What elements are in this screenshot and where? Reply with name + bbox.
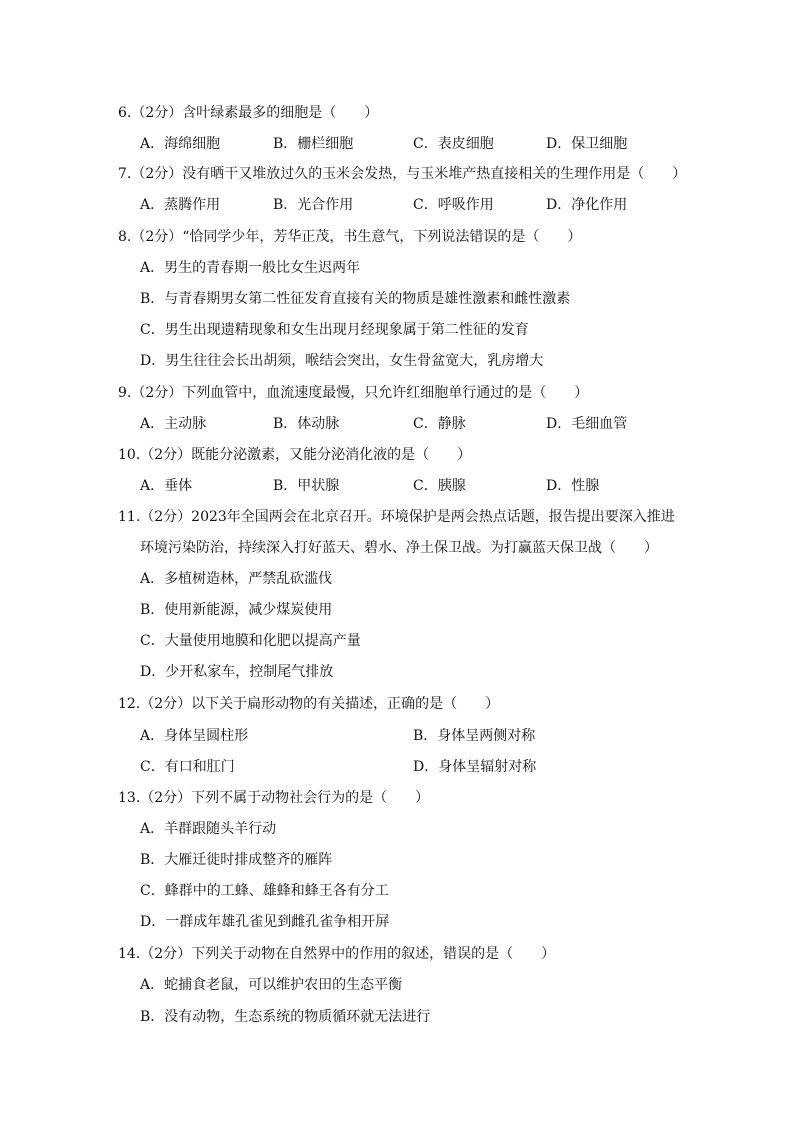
option-c[interactable]: C．胰腺 [413, 478, 466, 494]
option-c[interactable]: C．静脉 [413, 416, 466, 432]
option-d[interactable]: D．身体呈辐射对称 [413, 759, 537, 775]
option-a[interactable]: A．垂体 [140, 478, 193, 494]
option-a[interactable]: A．身体呈圆柱形 [140, 728, 249, 744]
question-11-stem-continued: 环境污染防治，持续深入打好蓝天、碧水、净土保卫战。为打赢蓝天保卫战（ ） [140, 540, 658, 556]
question-13-stem: 13.（2分）下列不属于动物社会行为的是（ ） [118, 790, 430, 806]
question-14-stem: 14.（2分）下列关于动物在自然界中的作用的叙述，错误的是（ ） [118, 946, 556, 962]
question-14-option-b[interactable]: B．没有动物，生态系统的物质循环就无法进行 [140, 1009, 431, 1025]
question-8-option-b[interactable]: B．与青春期男女第二性征发育直接有关的物质是雄性激素和雌性激素 [140, 291, 571, 307]
question-13-option-b[interactable]: B．大雁迁徙时排成整齐的雁阵 [140, 852, 333, 868]
question-13-option-a[interactable]: A．羊群跟随头羊行动 [140, 821, 277, 837]
question-11-option-a[interactable]: A．多植树造林，严禁乱砍滥伐 [140, 571, 333, 587]
question-13-option-d[interactable]: D．一群成年雄孔雀见到雌孔雀争相开屏 [140, 914, 390, 930]
question-9-stem: 9.（2分）下列血管中，血流速度最慢，只允许红细胞单行通过的是（ ） [118, 385, 589, 401]
question-11-stem: 11.（2分）2023年全国两会在北京召开。环境保护是两会热点话题，报告提出要深入推进 [118, 509, 675, 525]
question-11-option-c[interactable]: C．大量使用地膜和化肥以提高产量 [140, 633, 361, 649]
question-8-option-a[interactable]: A．男生的青春期一般比女生迟两年 [140, 260, 361, 276]
option-b[interactable]: B．身体呈两侧对称 [413, 728, 536, 744]
option-b[interactable]: B．甲状腺 [273, 478, 340, 494]
option-d[interactable]: D．毛细血管 [546, 416, 628, 432]
option-d[interactable]: D．保卫细胞 [546, 136, 628, 152]
option-d[interactable]: D．净化作用 [546, 197, 628, 213]
question-7-stem: 7.（2分）没有晒干又堆放过久的玉米会发热，与玉米堆产热直接相关的生理作用是（ ） [118, 166, 687, 182]
option-b[interactable]: B．栅栏细胞 [273, 136, 354, 152]
question-14-option-a[interactable]: A．蛇捕食老鼠，可以维护农田的生态平衡 [140, 977, 403, 993]
option-d[interactable]: D．性腺 [546, 478, 600, 494]
option-b[interactable]: B．体动脉 [273, 416, 340, 432]
question-8-stem: 8.（2分）“恰同学少年，芳华正茂，书生意气，下列说法错误的是（ ） [118, 229, 582, 245]
question-6-stem: 6.（2分）含叶绿素最多的细胞是（ ） [118, 105, 379, 121]
option-c[interactable]: C．呼吸作用 [413, 197, 494, 213]
option-c[interactable]: C．有口和肛门 [140, 759, 235, 775]
question-8-option-c[interactable]: C．男生出现遗精现象和女生出现月经现象属于第二性征的发育 [140, 322, 529, 338]
question-11-option-d[interactable]: D．少开私家车，控制尾气排放 [140, 664, 334, 680]
question-8-option-d[interactable]: D．男生往往会长出胡须，喉结会突出，女生骨盆宽大，乳房增大 [140, 353, 544, 369]
question-11-option-b[interactable]: B．使用新能源，减少煤炭使用 [140, 602, 333, 618]
option-a[interactable]: A．蒸腾作用 [140, 197, 221, 213]
question-10-stem: 10.（2分）既能分泌激素，又能分泌消化液的是（ ） [118, 447, 472, 463]
question-12-stem: 12.（2分）以下关于扁形动物的有关描述，正确的是（ ） [118, 696, 500, 712]
option-a[interactable]: A．主动脉 [140, 416, 207, 432]
option-b[interactable]: B．光合作用 [273, 197, 354, 213]
option-c[interactable]: C．表皮细胞 [413, 136, 494, 152]
question-13-option-c[interactable]: C．蜂群中的工蜂、雄蜂和蜂王各有分工 [140, 883, 389, 899]
option-a[interactable]: A．海绵细胞 [140, 136, 221, 152]
